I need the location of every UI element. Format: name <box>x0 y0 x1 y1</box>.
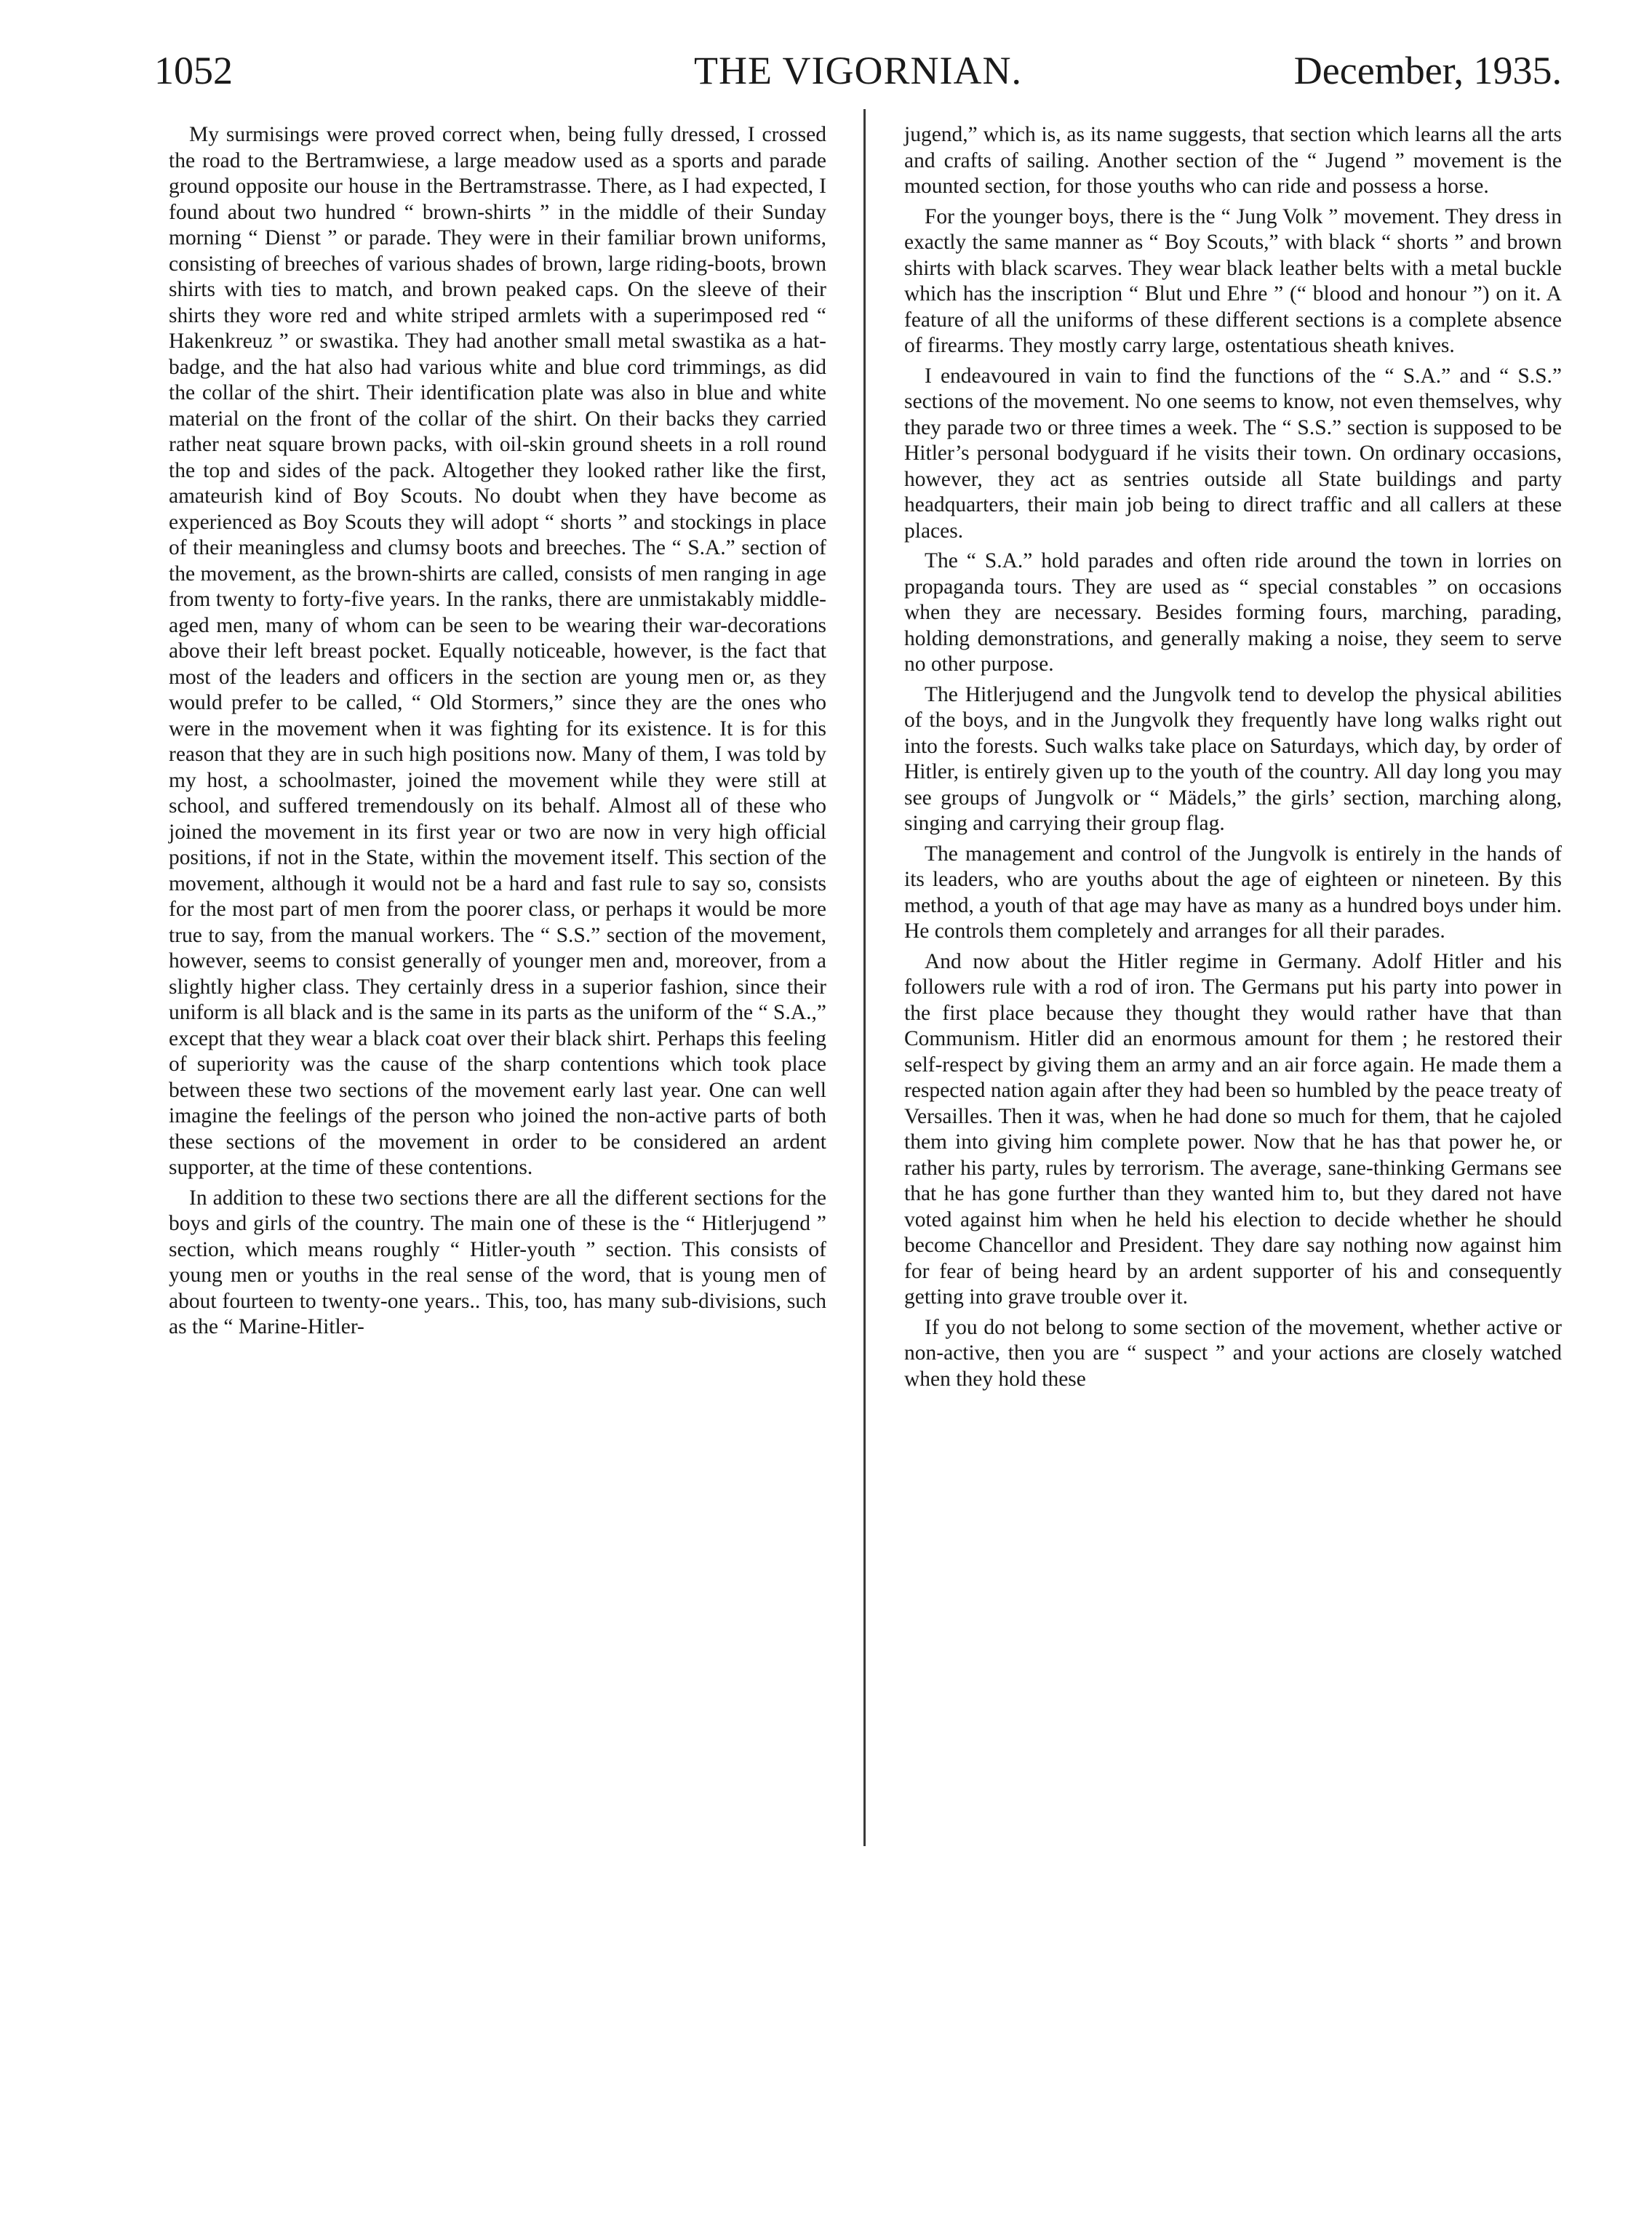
paragraph: And now about the Hitler regime in Germany. Adolf Hitler and his followers rule with a rod of iron. The Germans put his party into power in the first place because they thought they would rather have that than Communism. Hitler did an enormous amount for them ; he restored their self-respect by giving them an army and an air force again. He made them a respected nation again after they had been so humbled by the peace treaty of Versailles. Then it was, when he had done so much for them, that he cajoled them into giving him complete power. Now that he has that power he, or rather his party, rules by terrorism. The average, sane-thinking Germans see that he has gone further than they wanted him to, but they dared not have voted against him when he held his election to decide whether he should become Chancellor and President. They dare say nothing now against him for fear of being heard by an ardent supporter of his and consequently getting into grave trouble over it. <box>904 949 1562 1309</box>
page-number: 1052 <box>154 49 233 92</box>
paragraph: If you do not belong to some section of the movement, whether active or non-active, then you are “ suspect ” and your actions are closely watched when they hold these <box>904 1315 1562 1391</box>
issue-date: December, 1935. <box>1293 49 1562 92</box>
paragraph: The management and control of the Jungvolk is entirely in the hands of its leaders, who are youths about the age of eighteen or nineteen. By this method, a youth of that age may have as many as a hundred boys under him. He controls them completely and arranges for all their parades. <box>904 842 1562 943</box>
right-column <box>904 122 1562 1397</box>
column-divider <box>863 109 866 1846</box>
paragraph: For the younger boys, there is the “ Jung Volk ” movement. They dress in exactly the same manner as “ Boy Scouts,” with black “ shorts ” and brown shirts with black scarves. They wear black leather belts with a metal buckle which has the inscription “ Blut und Ehre ” (“ blood and honour ”) on it. A feature of all the uniforms of these different sections is a complete absence of firearms. They mostly carry large, ostentatious sheath knives. <box>904 204 1562 357</box>
left-column <box>169 122 826 1345</box>
paragraph: The Hitlerjugend and the Jungvolk tend to develop the physical abilities of the boys, and in the Jungvolk they frequently have long walks right out into the forests. Such walks take place on Saturdays, which day, by order of Hitler, is entirely given up to the youth of the country. All day long you may see groups of Jungvolk or “ Mädels,” the girls’ section, marching along, singing and carrying their group flag. <box>904 682 1562 835</box>
paragraph: In addition to these two sections there are all the different sections for the boys and girls of the country. The main one of these is the “ Hitlerjugend ” section, which means roughly “ Hitler-youth ” section. This consists of young men or youths in the real sense of the word, that is young men of about fourteen to twenty-one years.. This, too, has many sub-divisions, such as the “ Marine-Hitler- <box>169 1186 826 1338</box>
page-header <box>154 45 1562 103</box>
paragraph: The “ S.A.” hold parades and often ride around the town in lorries on propaganda tours. They are used as “ special constables ” on occasions when they are necessary. Besides forming fours, marching, parading, holding demonstrations, and generally making a noise, they seem to serve no other purpose. <box>904 549 1562 676</box>
publication-title: THE VIGORNIAN. <box>694 49 1022 92</box>
continued-paragraph: jugend,” which is, as its name suggests, that section which learns all the arts and crafts of sailing. Another section of the “ Jugend ” movement is the mounted section, for those youths who can ride and possess a horse. <box>904 123 1562 198</box>
paragraph: My surmisings were proved correct when, being fully dressed, I crossed the road to the Bertramwiese, a large meadow used as a sports and parade ground opposite our house in the Bertramstrasse. There, as I had expected, I found about two hundred “ brown-shirts ” in the middle of their Sunday morning “ Dienst ” or parade. They were in their familiar brown uniforms, consisting of breeches of various shades of brown, large riding-boots, brown shirts with ties to match, and brown peaked caps. On the sleeve of their shirts they wore red and white striped armlets with a superimposed red “ Hakenkreuz ” or swastika. They had another small metal swastika as a hat-badge, and the hat also had various white and blue cord trimmings, as did the collar of the shirt. Their identification plate was also in blue and white material on the front of the collar of the shirt. On their backs they carried rather neat square brown packs, with oil-skin ground sheets in a roll round the top and sides of the pack. Altogether they looked rather like the first, amateurish kind of Boy Scouts. No doubt when they have become as experienced as Boy Scouts they will adopt “ shorts ” and stockings in place of their meaningless and clumsy boots and breeches. The “ S.A.” section of the movement, as the brown-shirts are called, consists of men ranging in age from twenty to forty-five years. In the ranks, there are unmistakably middle-aged men, many of whom can be seen to be wearing their war-decorations above their left breast pocket. Equally noticeable, however, is the fact that most of the leaders and officers in the section are young men or, as they would prefer to be called, “ Old Stormers,” since they are the ones who were in the movement when it was fighting for its existence. It is for this reason that they are in such high positions now. Many of them, I was told by my host, a schoolmaster, joined the movement while they were still at school, and suffered tremendously on its behalf. Almost all of these who joined the movement in its first year or two are now in very high official positions, if not in the State, within the movement itself. This section of the movement, although it would not be a hard and fast rule to say so, consists for the most part of men from the poorer class, or perhaps it would be more true to say, from the manual workers. The “ S.S.” section of the movement, however, seems to consist generally of younger men and, moreover, from a slightly higher class. They certainly dress in a superior fashion, since their uniform is all black and is the same in its parts as the uniform of the “ S.A.,” except that they wear a black coat over their black shirt. Perhaps this feeling of superiority was the cause of the sharp contentions which took place between these two sections of the movement early last year. One can well imagine the feelings of the person who joined the non-active parts of both these sections of the movement in order to be considered an ardent supporter, at the time of these contentions. <box>169 123 826 1179</box>
paragraph: I endeavoured in vain to find the functions of the “ S.A.” and “ S.S.” sections of the movement. No one seems to know, not even themselves, why they parade two or three times a week. The “ S.S.” section is supposed to be Hitler’s personal bodyguard if he visits their town. On ordinary occasions, however, they act as sentries outside all State buildings and party headquarters, their main job being to direct traffic and all callers at these places. <box>904 364 1562 543</box>
